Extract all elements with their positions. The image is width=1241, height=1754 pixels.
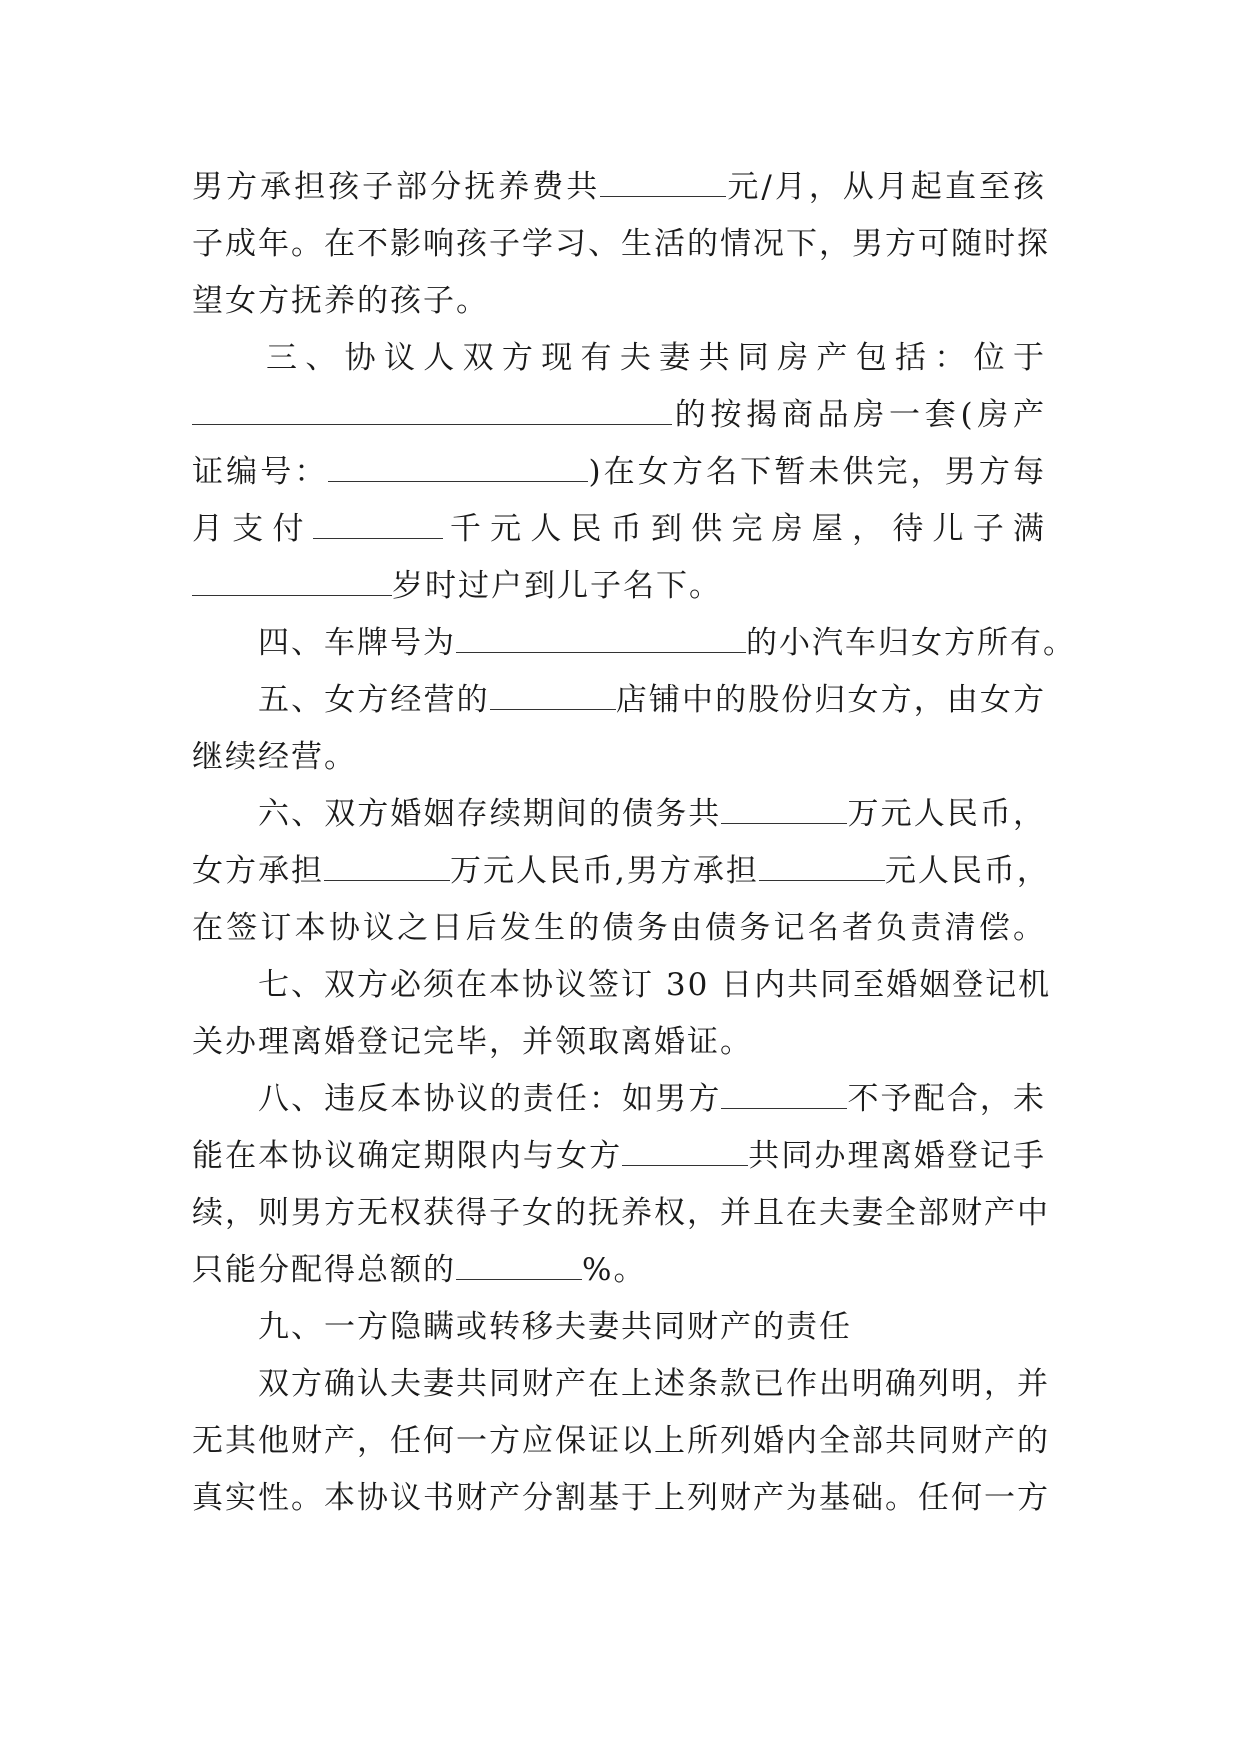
text-line: 三、协议人双方现有夫妻共同房产包括：位于 [266, 340, 1046, 376]
blank-field [490, 675, 616, 710]
blank-field [721, 1074, 847, 1109]
text-line: 继续经营。 [192, 739, 357, 775]
blank-field [313, 504, 443, 539]
text-line: 男方承担孩子部分抚养费共 元/月，从月起直至孩 [192, 161, 1046, 213]
blank-field [622, 1131, 748, 1166]
text-line: 八、违反本协议的责任：如男方 不予配合，未 [258, 1073, 1046, 1125]
blank-field [456, 1245, 582, 1280]
text-line: 望女方抚养的孩子。 [192, 283, 489, 319]
text-line: 关办理离婚登记完毕，并领取离婚证。 [192, 1024, 753, 1060]
text-line: 只能分配得总额的 %。 [192, 1244, 1046, 1296]
text-line: 的按揭商品房一套(房产 [192, 389, 1046, 441]
blank-field [600, 162, 726, 197]
blank-field [192, 561, 392, 596]
blank-field [324, 846, 450, 881]
blank-field [721, 789, 847, 824]
text-line: 双方确认夫妻共同财产在上述条款已作出明确列明，并 [258, 1366, 1050, 1402]
text-line: 能在本协议确定期限内与女方 共同办理离婚登记手 [192, 1130, 1046, 1182]
text-line: 在签订本协议之日后发生的债务由债务记名者负责清偿。 [192, 910, 1046, 946]
text-line: 九、一方隐瞒或转移夫妻共同财产的责任 [258, 1309, 852, 1345]
text-line: 四、车牌号为 的小汽车归女方所有。 [258, 617, 1046, 669]
text-line: 六、双方婚姻存续期间的债务共 万元人民币， [258, 788, 1046, 840]
blank-field [192, 390, 672, 425]
text-line: 五、女方经营的 店铺中的股份归女方，由女方 [258, 674, 1046, 726]
text-line: 证编号： )在女方名下暂未供完，男方每 [192, 446, 1046, 498]
text-line: 续，则男方无权获得子女的抚养权，并且在夫妻全部财产中 [192, 1195, 1050, 1231]
text-line: 女方承担 万元人民币,男方承担 元人民币， [192, 845, 1046, 897]
blank-field [328, 447, 588, 482]
text-line: 月支付 千元人民币到供完房屋，待儿子满 [192, 503, 1046, 555]
text-line: 七、双方必须在本协议签订 30 日内共同至婚姻登记机 [258, 967, 1052, 1003]
text-line: 真实性。本协议书财产分割基于上列财产为基础。任何一方 [192, 1480, 1050, 1516]
blank-field [759, 846, 885, 881]
text-line: 子成年。在不影响孩子学习、生活的情况下，男方可随时探 [192, 226, 1050, 262]
text-line: 无其他财产，任何一方应保证以上所列婚内全部共同财产的 [192, 1423, 1050, 1459]
blank-field [456, 618, 746, 653]
text-line: 岁时过户到儿子名下。 [192, 560, 1046, 612]
